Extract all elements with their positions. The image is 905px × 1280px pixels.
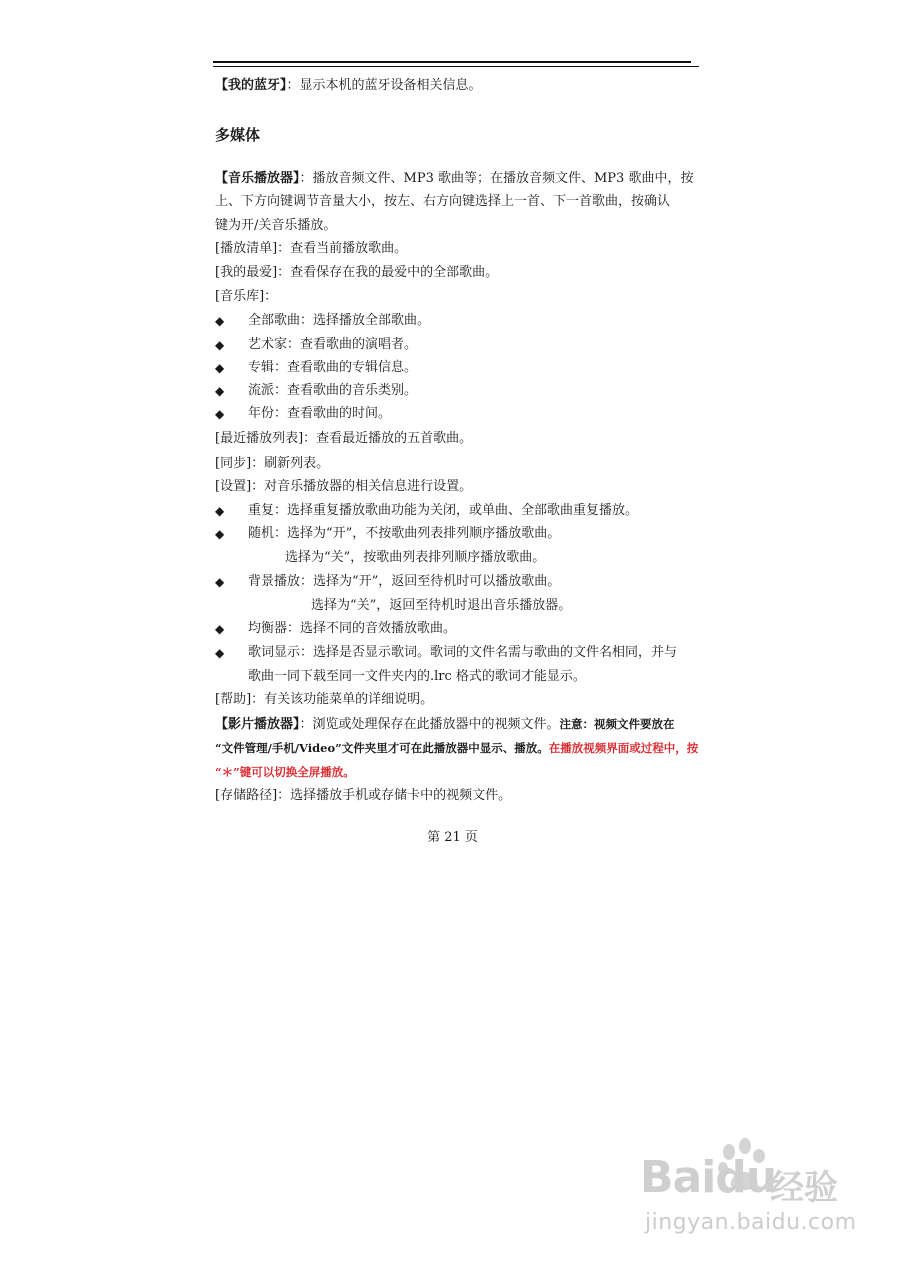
music-player-text-1: ：播放音频文件、MP3 歌曲等；在播放音频文件、MP3 歌曲中，按 [299, 171, 694, 186]
watermark-logo-text: Baidu [640, 1152, 777, 1203]
settings-shuffle-2: 选择为“关”，按歌曲列表排列顺序播放歌曲。 [285, 550, 546, 565]
bullet-icon: ◆ [215, 622, 225, 636]
favorites-line: [我的最爱]：查看保存在我的最爱中的全部歌曲。 [215, 265, 499, 280]
bluetooth-label: 【我的蓝牙】 [215, 78, 287, 93]
video-player-text: ：浏览或处理保存在此播放器中的视频文件。 [299, 717, 560, 732]
bullet-icon: ◆ [215, 527, 225, 541]
settings-background-1: 背景播放：选择为“开”，返回至待机时可以播放歌曲。 [248, 574, 561, 589]
header-rule-thick [213, 61, 691, 63]
bullet-icon: ◆ [215, 361, 225, 375]
video-player-line-3 [215, 763, 355, 782]
settings-title: [设置]：对音乐播放器的相关信息进行设置。 [215, 479, 473, 494]
settings-background-2: 选择为“关”，返回至待机时退出音乐播放器。 [311, 598, 572, 613]
music-player-line-1 [215, 170, 693, 188]
settings-repeat: 重复：选择重复播放歌曲功能为关闭，或单曲、全部歌曲重复播放。 [248, 503, 639, 518]
bullet-icon: ◆ [215, 384, 225, 398]
recent-line: [最近播放列表]：查看最近播放的五首歌曲。 [215, 431, 473, 446]
help-line: [帮助]：有关该功能菜单的详细说明。 [215, 692, 434, 707]
settings-equalizer: 均衡器：选择不同的音效播放歌曲。 [248, 621, 457, 636]
library-item: 全部歌曲：选择播放全部歌曲。 [248, 313, 431, 328]
bullet-icon: ◆ [215, 504, 225, 518]
bullet-icon: ◆ [215, 646, 225, 660]
library-item: 年份：查看歌曲的时间。 [248, 406, 392, 421]
library-item: 专辑：查看歌曲的专辑信息。 [248, 360, 418, 375]
music-player-line-2: 上、下方向键调节音量大小，按左、右方向键选择上一首、下一首歌曲，按确认 [215, 194, 671, 209]
watermark-url: jingyan.baidu.com [645, 1210, 857, 1235]
bluetooth-text: ：显示本机的蓝牙设备相关信息。 [286, 78, 482, 93]
header-rule-thin [213, 66, 699, 67]
baidu-jingyan-watermark [610, 1110, 900, 1280]
video-player-label: 【影片播放器】 [215, 717, 300, 732]
settings-lyrics-1: 歌词显示：选择是否显示歌词。歌词的文件名需与歌曲的文件名相同，并与 [248, 645, 678, 660]
video-player-line-2 [215, 739, 698, 758]
storage-line: [存储路径]：选择播放手机或存储卡中的视频文件。 [215, 788, 512, 803]
bullet-icon: ◆ [215, 338, 225, 352]
video-red-note-1: 在播放视频界面或过程中，按 [548, 741, 699, 755]
playlist-line: [播放清单]：查看当前播放歌曲。 [215, 241, 408, 256]
library-item: 流派：查看歌曲的音乐类别。 [248, 383, 418, 398]
video-note-2: “文件管理/手机/Video”文件夹里才可在此播放器中显示、播放。 [215, 741, 549, 755]
video-player-line-1 [215, 715, 675, 734]
bluetooth-line [215, 77, 482, 95]
music-player-label: 【音乐播放器】 [215, 171, 300, 186]
video-red-note-2: “＊”键可以切换全屏播放。 [215, 765, 355, 779]
bullet-icon: ◆ [215, 575, 225, 589]
bullet-icon: ◆ [215, 407, 225, 421]
settings-lyrics-2: 歌曲一同下载至同一文件夹内的.lrc 格式的歌词才能显示。 [248, 669, 586, 684]
settings-shuffle-1: 随机：选择为“开”，不按歌曲列表排列顺序播放歌曲。 [248, 526, 561, 541]
bullet-icon: ◆ [215, 314, 225, 328]
video-note-1: 注意：视频文件要放在 [559, 717, 675, 731]
music-player-line-3: 键为开/关音乐播放。 [215, 218, 337, 233]
library-title: [音乐库]： [215, 289, 278, 304]
page-number: 第 21 页 [427, 830, 478, 845]
watermark-cn-text: 经验 [770, 1168, 838, 1208]
library-item: 艺术家：查看歌曲的演唱者。 [248, 337, 418, 352]
section-title: 多媒体 [215, 126, 261, 144]
sync-line: [同步]：刷新列表。 [215, 456, 330, 471]
